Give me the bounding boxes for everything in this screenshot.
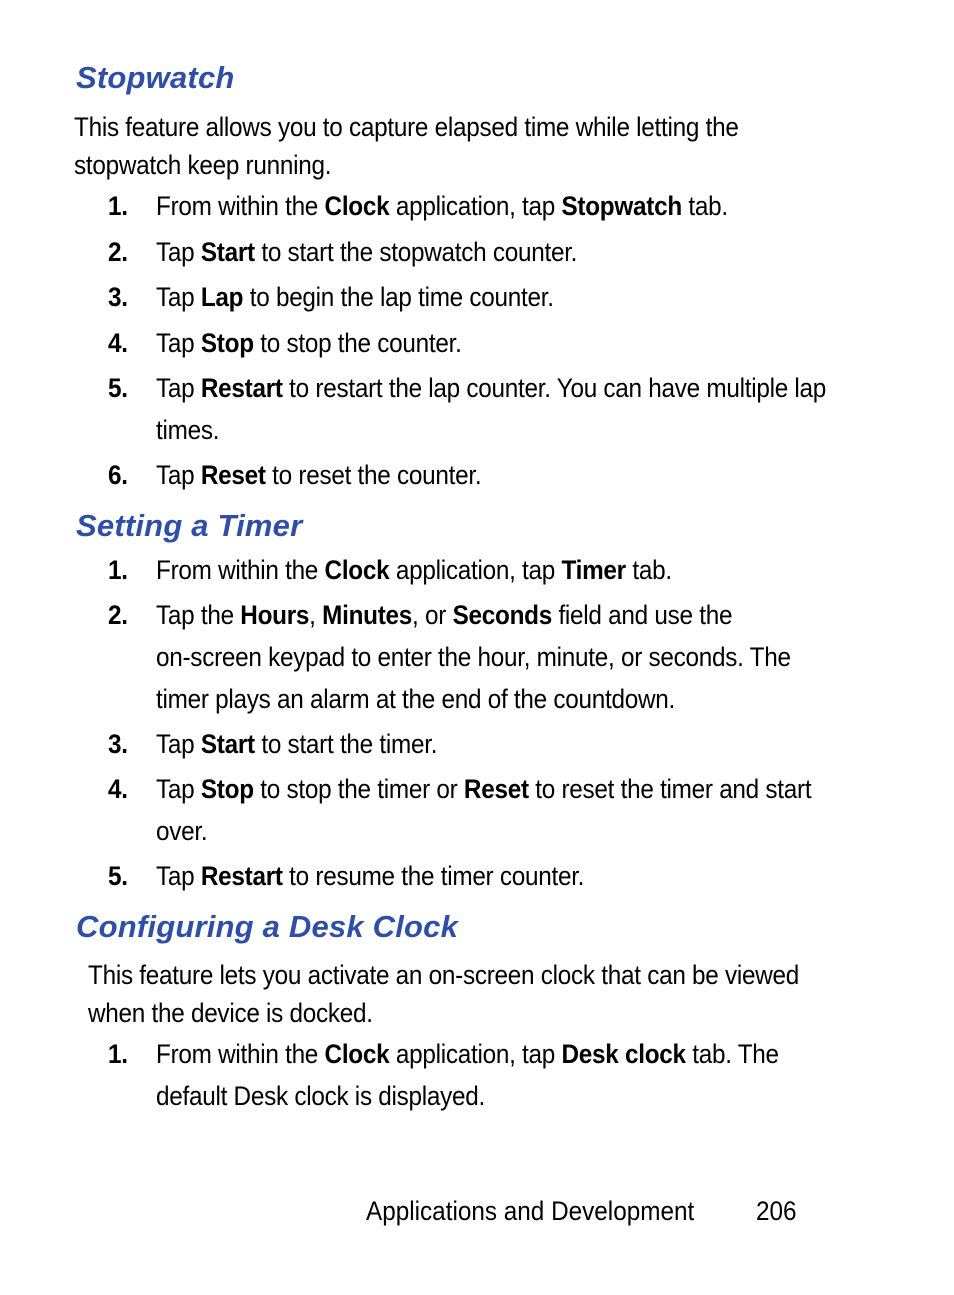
section-heading-stopwatch: Stopwatch [76, 60, 235, 95]
step-text: Tap Lap to begin the lap time counter. [156, 282, 554, 312]
step-text: Tap Restart to resume the timer counter. [156, 861, 585, 891]
step-number: 2. [108, 237, 128, 267]
desk-clock-intro-line-2: when the device is docked. [88, 998, 373, 1028]
footer-page-number: 206 [756, 1196, 797, 1226]
desk-clock-intro [88, 956, 799, 1032]
step-text: Tap Start to start the timer. [156, 729, 438, 759]
step-number: 1. [108, 191, 128, 221]
step-number: 6. [108, 460, 128, 490]
step-number: 1. [108, 555, 128, 585]
section-heading-desk-clock: Configuring a Desk Clock [76, 909, 459, 944]
footer-section-title: Applications and Development [366, 1196, 695, 1226]
step-number: 1. [108, 1039, 128, 1069]
step-number: 5. [108, 861, 128, 891]
step-number: 3. [108, 729, 128, 759]
step-text: From within the Clock application, tap Desk clock tab. The default Desk clock is displayed. [156, 1039, 779, 1111]
step-text: Tap Start to start the stopwatch counter. [156, 237, 578, 267]
step-number: 4. [108, 774, 128, 804]
step-text: From within the Clock application, tap Timer tab. [156, 555, 672, 585]
step-text: Tap Restart to restart the lap counter. You can have multiple lap times. [156, 373, 827, 445]
step-number: 2. [108, 600, 128, 630]
step-text: Tap Stop to stop the counter. [156, 328, 462, 358]
step-number: 4. [108, 328, 128, 358]
step-number: 5. [108, 373, 128, 403]
stopwatch-intro [74, 108, 739, 184]
step-text: Tap the Hours, Minutes, or Seconds field and use the on-screen keypad to enter the hour, minute, or seconds. The timer plays an alarm at the end of the countdown. [156, 600, 791, 714]
desk-clock-intro-line-1: This feature lets you activate an on-screen clock that can be viewed [88, 960, 800, 990]
stopwatch-intro-line-2: stopwatch keep running. [74, 150, 332, 180]
step-text: From within the Clock application, tap Stopwatch tab. [156, 191, 728, 221]
section-heading-timer: Setting a Timer [76, 508, 303, 543]
step-number: 3. [108, 282, 128, 312]
step-text: Tap Stop to stop the timer or Reset to reset the timer and start over. [156, 774, 812, 846]
step-text: Tap Reset to reset the counter. [156, 460, 482, 490]
stopwatch-intro-line-1: This feature allows you to capture elapsed time while letting the [74, 112, 739, 142]
